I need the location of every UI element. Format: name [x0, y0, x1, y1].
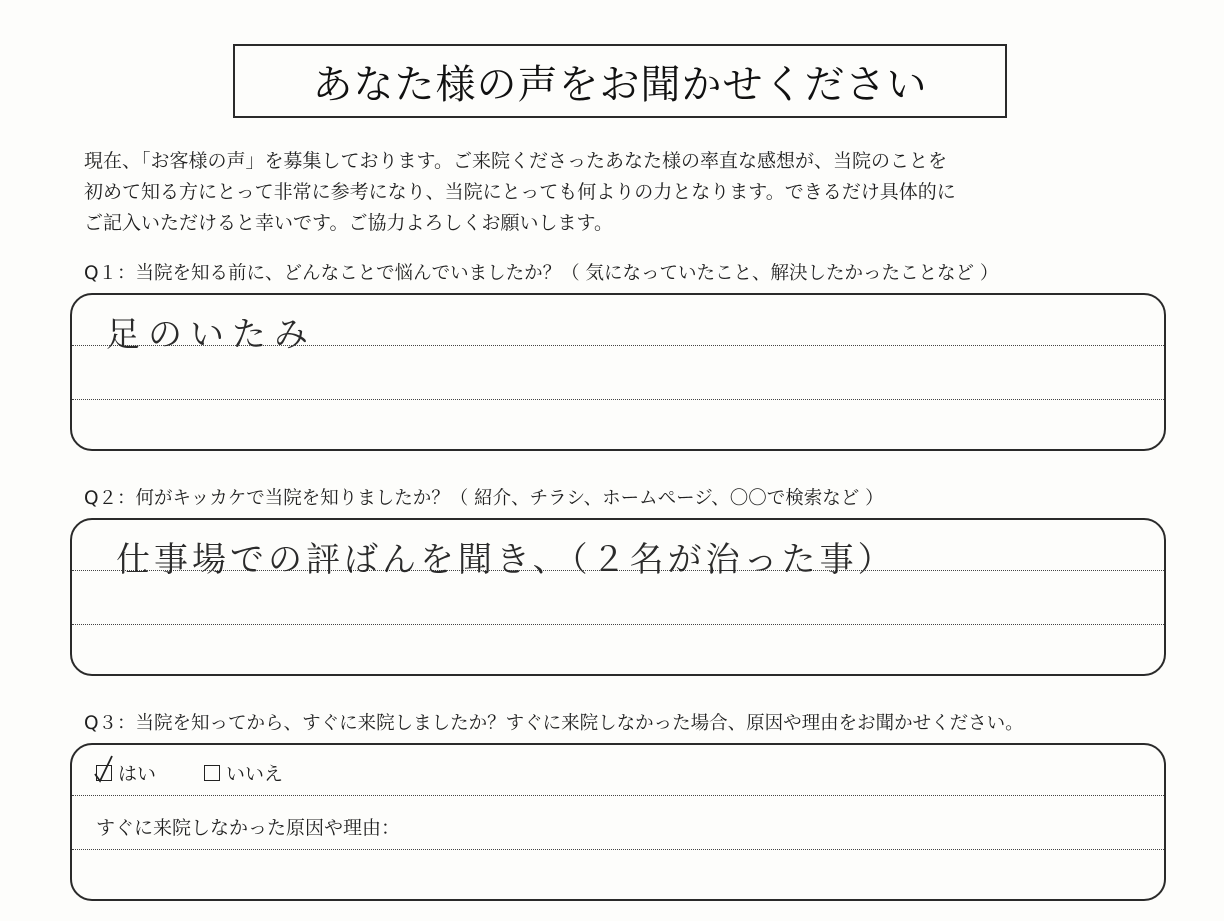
visit-options: [96, 759, 283, 786]
question-1: Q１：当院を知る前に、どんなことで悩んでいましたか？（ 気になっていたこと、解決したかったことなど ）: [84, 263, 999, 284]
intro-line: ご記入いただけると幸いです。ご協力よろしくお願いします。: [84, 212, 613, 234]
answer-box-2[interactable]: [70, 518, 1166, 676]
question-2: Q２：何がキッカケで当院を知りましたか？（ 紹介、チラシ、ホームページ、〇〇で検索など ）: [84, 488, 884, 509]
option-no-label: いいえ: [226, 763, 284, 785]
answer-line: [72, 624, 1164, 625]
checkbox-no[interactable]: [204, 765, 220, 781]
option-yes-label: はい: [118, 763, 157, 785]
handwritten-answer-2: 仕事場での評ばんを聞き、（２名が治った事）: [116, 540, 896, 580]
reason-label: すぐに来院しなかった原因や理由：: [96, 817, 401, 839]
checkbox-yes[interactable]: [96, 765, 112, 781]
question-3: Q３：当院を知ってから、すぐに来院しましたか？すぐに来院しなかった場合、原因や理由をお聞かせください。: [84, 713, 1024, 734]
answer-box-1[interactable]: [70, 293, 1166, 451]
answer-line: [72, 849, 1164, 850]
page-title: あなた様の声をお聞かせください: [233, 44, 1007, 118]
answer-box-3[interactable]: [70, 743, 1166, 901]
intro-text: [84, 146, 1144, 239]
checkmark-icon: [93, 754, 115, 784]
intro-line: 初めて知る方にとって非常に参考になり、当院にとっても何よりの力となります。できるだけ具体的に: [84, 181, 956, 203]
intro-line: 現在、「お客様の声」を募集しております。ご来院くださったあなた様の率直な感想が、当院のことを: [84, 150, 947, 172]
handwritten-answer-1: 足のいたみ: [106, 315, 316, 355]
answer-line: [72, 795, 1164, 796]
answer-line: [72, 399, 1164, 400]
